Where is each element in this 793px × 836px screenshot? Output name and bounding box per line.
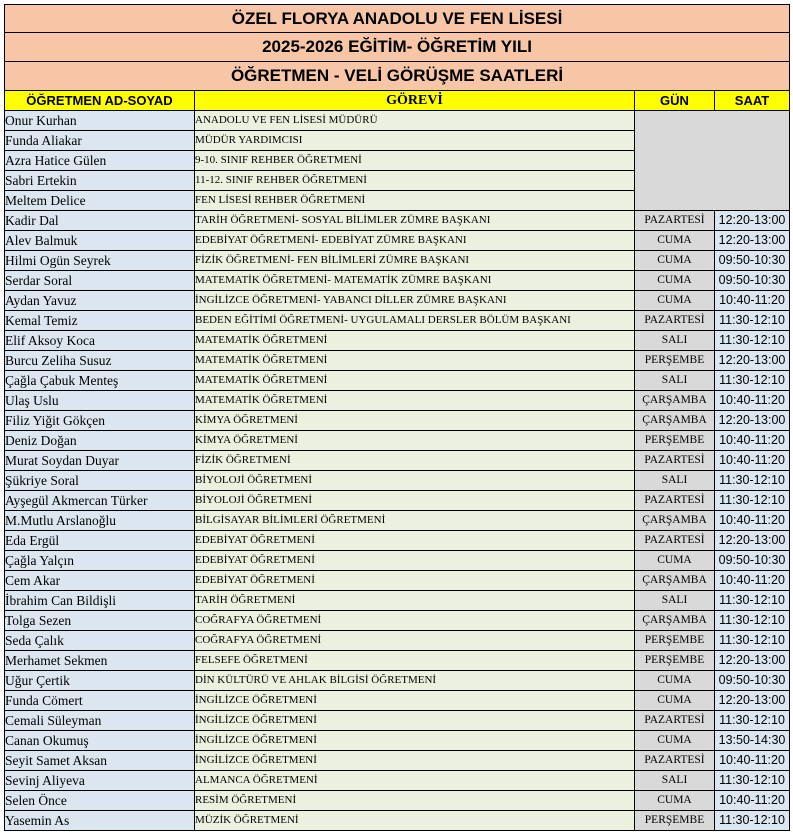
meeting-day-cell: PERŞEMBE bbox=[635, 351, 715, 371]
meeting-day-cell: PAZARTESİ bbox=[635, 491, 715, 511]
teacher-name-cell: Şükriye Soral bbox=[5, 471, 195, 491]
table-row bbox=[5, 731, 790, 751]
blank-schedule-cell bbox=[635, 111, 790, 211]
meeting-day-cell: CUMA bbox=[635, 271, 715, 291]
meeting-day-cell: PAZARTESİ bbox=[635, 451, 715, 471]
teacher-role-cell: TARİH ÖĞRETMENİ- SOSYAL BİLİMLER ZÜMRE BAŞKANI bbox=[195, 211, 635, 231]
teacher-name-cell: Uğur Çertik bbox=[5, 671, 195, 691]
table-row bbox=[5, 351, 790, 371]
title-row-school bbox=[5, 5, 790, 33]
teacher-role-cell: EDEBİYAT ÖĞRETMENİ bbox=[195, 531, 635, 551]
meeting-day-cell: PAZARTESİ bbox=[635, 211, 715, 231]
teacher-role-cell: DİN KÜLTÜRÜ VE AHLAK BİLGİSİ ÖĞRETMENİ bbox=[195, 671, 635, 691]
meeting-time-cell: 11:30-12:10 bbox=[715, 491, 790, 511]
meeting-time-cell: 12:20-13:00 bbox=[715, 651, 790, 671]
teacher-name-cell: Tolga Sezen bbox=[5, 611, 195, 631]
column-header-day: GÜN bbox=[635, 91, 715, 111]
teacher-role-cell: TARİH ÖĞRETMENİ bbox=[195, 591, 635, 611]
teacher-name-cell: Yasemin As bbox=[5, 811, 195, 831]
meeting-time-cell: 10:40-11:20 bbox=[715, 751, 790, 771]
table-row bbox=[5, 591, 790, 611]
table-row bbox=[5, 271, 790, 291]
teacher-name-cell: Azra Hatice Gülen bbox=[5, 151, 195, 171]
meeting-day-cell: CUMA bbox=[635, 291, 715, 311]
meeting-time-cell: 11:30-12:10 bbox=[715, 631, 790, 651]
table-row bbox=[5, 111, 790, 131]
teacher-name-cell: Kadir Dal bbox=[5, 211, 195, 231]
table-row bbox=[5, 411, 790, 431]
teacher-name-cell: Burcu Zeliha Susuz bbox=[5, 351, 195, 371]
teacher-role-cell: BEDEN EĞİTİMİ ÖĞRETMENİ- UYGULAMALI DERSLER BÖLÜM BAŞKANI bbox=[195, 311, 635, 331]
teacher-role-cell: FELSEFE ÖĞRETMENİ bbox=[195, 651, 635, 671]
meeting-day-cell: CUMA bbox=[635, 791, 715, 811]
meeting-day-cell: PAZARTESİ bbox=[635, 531, 715, 551]
meeting-time-cell: 12:20-13:00 bbox=[715, 531, 790, 551]
meeting-time-cell: 11:30-12:10 bbox=[715, 311, 790, 331]
teacher-role-cell: İNGİLİZCE ÖĞRETMENİ bbox=[195, 751, 635, 771]
meeting-time-cell: 13:50-14:30 bbox=[715, 731, 790, 751]
meeting-day-cell: SALI bbox=[635, 591, 715, 611]
teacher-name-cell: Alev Balmuk bbox=[5, 231, 195, 251]
teacher-role-cell: MATEMATİK ÖĞRETMENİ- MATEMATİK ZÜMRE BAŞKANI bbox=[195, 271, 635, 291]
table-row bbox=[5, 291, 790, 311]
meeting-day-cell: ÇARŞAMBA bbox=[635, 571, 715, 591]
teacher-role-cell: EDEBİYAT ÖĞRETMENİ bbox=[195, 551, 635, 571]
meeting-time-cell: 10:40-11:20 bbox=[715, 291, 790, 311]
meeting-day-cell: SALI bbox=[635, 371, 715, 391]
teacher-name-cell: Cem Akar bbox=[5, 571, 195, 591]
teacher-name-cell: Hilmi Ogün Seyrek bbox=[5, 251, 195, 271]
meeting-time-cell: 12:20-13:00 bbox=[715, 411, 790, 431]
teacher-role-cell: BİYOLOJİ ÖĞRETMENİ bbox=[195, 471, 635, 491]
table-row bbox=[5, 571, 790, 591]
teacher-name-cell: Selen Önce bbox=[5, 791, 195, 811]
meeting-day-cell: CUMA bbox=[635, 251, 715, 271]
meeting-day-cell: SALI bbox=[635, 471, 715, 491]
teacher-role-cell: MATEMATİK ÖĞRETMENİ bbox=[195, 351, 635, 371]
meeting-day-cell: PERŞEMBE bbox=[635, 651, 715, 671]
meeting-time-cell: 11:30-12:10 bbox=[715, 371, 790, 391]
table-row bbox=[5, 551, 790, 571]
teacher-name-cell: Sabri Ertekin bbox=[5, 171, 195, 191]
teacher-name-cell: Canan Okumuş bbox=[5, 731, 195, 751]
table-row bbox=[5, 371, 790, 391]
meeting-day-cell: PERŞEMBE bbox=[635, 811, 715, 831]
teacher-name-cell: M.Mutlu Arslanoğlu bbox=[5, 511, 195, 531]
teacher-name-cell: Funda Aliakar bbox=[5, 131, 195, 151]
table-row bbox=[5, 231, 790, 251]
teacher-name-cell: Çağla Çabuk Menteş bbox=[5, 371, 195, 391]
meeting-day-cell: SALI bbox=[635, 331, 715, 351]
year-title: 2025-2026 EĞİTİM- ÖĞRETİM YILI bbox=[5, 33, 790, 62]
table-row bbox=[5, 671, 790, 691]
teacher-name-cell: Ayşegül Akmercan Türker bbox=[5, 491, 195, 511]
teacher-name-cell: Filiz Yiğit Gökçen bbox=[5, 411, 195, 431]
meeting-time-cell: 10:40-11:20 bbox=[715, 431, 790, 451]
teacher-role-cell: COĞRAFYA ÖĞRETMENİ bbox=[195, 611, 635, 631]
meeting-time-cell: 12:20-13:00 bbox=[715, 211, 790, 231]
title-row-year bbox=[5, 33, 790, 62]
teacher-role-cell: KİMYA ÖĞRETMENİ bbox=[195, 431, 635, 451]
teacher-name-cell: Meltem Delice bbox=[5, 191, 195, 211]
teacher-name-cell: Aydan Yavuz bbox=[5, 291, 195, 311]
school-title: ÖZEL FLORYA ANADOLU VE FEN LİSESİ bbox=[5, 5, 790, 33]
teacher-role-cell: RESİM ÖĞRETMENİ bbox=[195, 791, 635, 811]
meeting-time-cell: 10:40-11:20 bbox=[715, 451, 790, 471]
teacher-role-cell: İNGİLİZCE ÖĞRETMENİ bbox=[195, 691, 635, 711]
teacher-role-cell: 11-12. SINIF REHBER ÖĞRETMENİ bbox=[195, 171, 635, 191]
meeting-day-cell: ÇARŞAMBA bbox=[635, 391, 715, 411]
meeting-time-cell: 11:30-12:10 bbox=[715, 771, 790, 791]
table-row bbox=[5, 531, 790, 551]
table-row bbox=[5, 251, 790, 271]
teacher-role-cell: MÜZİK ÖĞRETMENİ bbox=[195, 811, 635, 831]
meeting-time-cell: 09:50-10:30 bbox=[715, 551, 790, 571]
teacher-name-cell: Çağla Yalçın bbox=[5, 551, 195, 571]
meeting-time-cell: 10:40-11:20 bbox=[715, 571, 790, 591]
teacher-name-cell: Seyit Samet Aksan bbox=[5, 751, 195, 771]
table-row bbox=[5, 451, 790, 471]
meeting-day-cell: ÇARŞAMBA bbox=[635, 511, 715, 531]
meeting-time-cell: 12:20-13:00 bbox=[715, 231, 790, 251]
teacher-role-cell: İNGİLİZCE ÖĞRETMENİ bbox=[195, 711, 635, 731]
meeting-day-cell: CUMA bbox=[635, 231, 715, 251]
table-row bbox=[5, 311, 790, 331]
column-header-role: GÖREVİ bbox=[195, 91, 635, 111]
teacher-role-cell: FİZİK ÖĞRETMENİ- FEN BİLİMLERİ ZÜMRE BAŞKANI bbox=[195, 251, 635, 271]
table-row bbox=[5, 431, 790, 451]
meeting-time-cell: 09:50-10:30 bbox=[715, 251, 790, 271]
teacher-role-cell: BİYOLOJİ ÖĞRETMENİ bbox=[195, 491, 635, 511]
table-row bbox=[5, 471, 790, 491]
column-header-row bbox=[5, 91, 790, 111]
meeting-day-cell: ÇARŞAMBA bbox=[635, 411, 715, 431]
meeting-day-cell: PAZARTESİ bbox=[635, 311, 715, 331]
table-row bbox=[5, 391, 790, 411]
meeting-day-cell: CUMA bbox=[635, 731, 715, 751]
meeting-time-cell: 11:30-12:10 bbox=[715, 811, 790, 831]
meeting-time-cell: 09:50-10:30 bbox=[715, 671, 790, 691]
table-row bbox=[5, 771, 790, 791]
teacher-name-cell: Ulaş Uslu bbox=[5, 391, 195, 411]
schedule-table bbox=[4, 4, 790, 831]
meeting-day-cell: PERŞEMBE bbox=[635, 631, 715, 651]
meeting-day-cell: PAZARTESİ bbox=[635, 711, 715, 731]
table-row bbox=[5, 631, 790, 651]
column-header-time: SAAT bbox=[715, 91, 790, 111]
meeting-day-cell: PERŞEMBE bbox=[635, 431, 715, 451]
meeting-day-cell: CUMA bbox=[635, 551, 715, 571]
table-row bbox=[5, 491, 790, 511]
teacher-role-cell: EDEBİYAT ÖĞRETMENİ bbox=[195, 571, 635, 591]
table-row bbox=[5, 331, 790, 351]
table-row bbox=[5, 611, 790, 631]
meeting-time-cell: 11:30-12:10 bbox=[715, 591, 790, 611]
teacher-rows bbox=[5, 111, 790, 831]
meeting-time-cell: 10:40-11:20 bbox=[715, 511, 790, 531]
meeting-day-cell: PAZARTESİ bbox=[635, 751, 715, 771]
teacher-name-cell: Eda Ergül bbox=[5, 531, 195, 551]
teacher-role-cell: İNGİLİZCE ÖĞRETMENİ bbox=[195, 731, 635, 751]
teacher-name-cell: Serdar Soral bbox=[5, 271, 195, 291]
teacher-name-cell: Deniz Doğan bbox=[5, 431, 195, 451]
teacher-role-cell: KİMYA ÖĞRETMENİ bbox=[195, 411, 635, 431]
teacher-role-cell: MÜDÜR YARDIMCISI bbox=[195, 131, 635, 151]
table-row bbox=[5, 791, 790, 811]
teacher-name-cell: Cemali Süleyman bbox=[5, 711, 195, 731]
teacher-name-cell: Murat Soydan Duyar bbox=[5, 451, 195, 471]
teacher-role-cell: MATEMATİK ÖĞRETMENİ bbox=[195, 391, 635, 411]
meeting-day-cell: CUMA bbox=[635, 691, 715, 711]
teacher-name-cell: Elif Aksoy Koca bbox=[5, 331, 195, 351]
teacher-name-cell: İbrahim Can Bildişli bbox=[5, 591, 195, 611]
table-row bbox=[5, 211, 790, 231]
teacher-name-cell: Kemal Temiz bbox=[5, 311, 195, 331]
meeting-time-cell: 11:30-12:10 bbox=[715, 611, 790, 631]
teacher-name-cell: Seda Çalık bbox=[5, 631, 195, 651]
teacher-name-cell: Funda Cömert bbox=[5, 691, 195, 711]
teacher-role-cell: COĞRAFYA ÖĞRETMENİ bbox=[195, 631, 635, 651]
teacher-role-cell: 9-10. SINIF REHBER ÖĞRETMENİ bbox=[195, 151, 635, 171]
meeting-day-cell: SALI bbox=[635, 771, 715, 791]
column-header-name: ÖĞRETMEN AD-SOYAD bbox=[5, 91, 195, 111]
meeting-day-cell: ÇARŞAMBA bbox=[635, 611, 715, 631]
table-row bbox=[5, 511, 790, 531]
meeting-time-cell: 11:30-12:10 bbox=[715, 711, 790, 731]
teacher-role-cell: BİLGİSAYAR BİLİMLERİ ÖĞRETMENİ bbox=[195, 511, 635, 531]
teacher-role-cell: MATEMATİK ÖĞRETMENİ bbox=[195, 371, 635, 391]
meeting-time-cell: 12:20-13:00 bbox=[715, 351, 790, 371]
teacher-role-cell: ALMANCA ÖĞRETMENİ bbox=[195, 771, 635, 791]
table-row bbox=[5, 691, 790, 711]
teacher-role-cell: İNGİLİZCE ÖĞRETMENİ- YABANCI DİLLER ZÜMRE BAŞKANI bbox=[195, 291, 635, 311]
meeting-time-cell: 10:40-11:20 bbox=[715, 791, 790, 811]
teacher-name-cell: Merhamet Sekmen bbox=[5, 651, 195, 671]
teacher-role-cell: MATEMATİK ÖĞRETMENİ bbox=[195, 331, 635, 351]
teacher-name-cell: Sevinj Aliyeva bbox=[5, 771, 195, 791]
teacher-role-cell: ANADOLU VE FEN LİSESİ MÜDÜRÜ bbox=[195, 111, 635, 131]
table-row bbox=[5, 811, 790, 831]
teacher-role-cell: FEN LİSESİ REHBER ÖĞRETMENİ bbox=[195, 191, 635, 211]
table-row bbox=[5, 651, 790, 671]
meeting-time-cell: 09:50-10:30 bbox=[715, 271, 790, 291]
teacher-role-cell: EDEBİYAT ÖĞRETMENİ- EDEBİYAT ZÜMRE BAŞKANI bbox=[195, 231, 635, 251]
subject-title: ÖĞRETMEN - VELİ GÖRÜŞME SAATLERİ bbox=[5, 62, 790, 91]
meeting-time-cell: 11:30-12:10 bbox=[715, 331, 790, 351]
meeting-time-cell: 10:40-11:20 bbox=[715, 391, 790, 411]
teacher-name-cell: Onur Kurhan bbox=[5, 111, 195, 131]
table-row bbox=[5, 711, 790, 731]
meeting-time-cell: 12:20-13:00 bbox=[715, 691, 790, 711]
title-row-subject bbox=[5, 62, 790, 91]
table-row bbox=[5, 751, 790, 771]
meeting-day-cell: CUMA bbox=[635, 671, 715, 691]
meeting-time-cell: 11:30-12:10 bbox=[715, 471, 790, 491]
teacher-role-cell: FİZİK ÖĞRETMENİ bbox=[195, 451, 635, 471]
